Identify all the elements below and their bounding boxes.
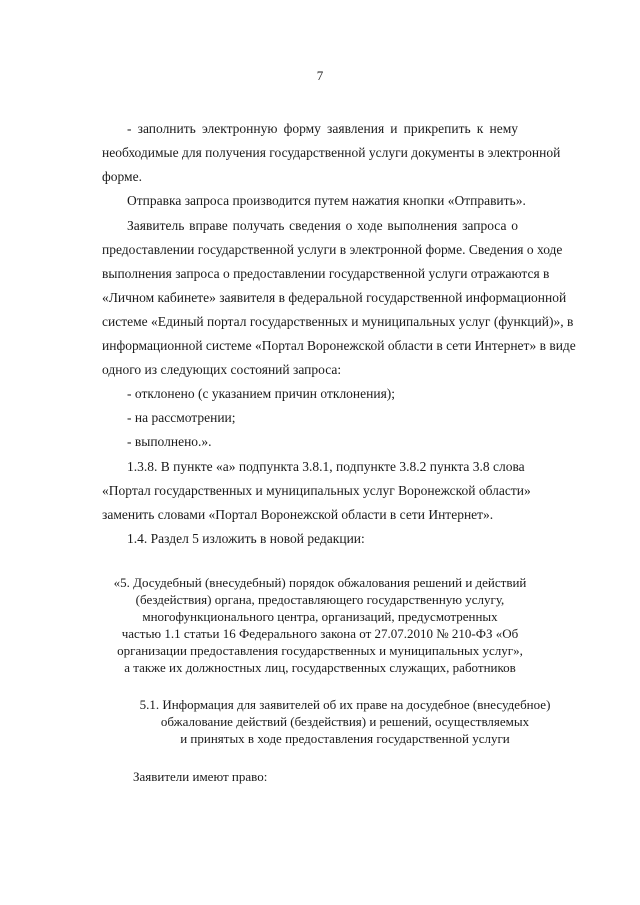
list-item: - выполнено.». (127, 434, 212, 449)
body-line: 1.4. Раздел 5 изложить в новой редакции: (127, 531, 365, 546)
body-line: предоставлении государственной услуги в электронной форме. Сведения о ходе (102, 242, 563, 257)
subsection-heading-line: обжалование действий (бездействия) и решений, осуществляемых (160, 714, 530, 729)
subsection-heading-line: 5.1. Информация для заявителей об их праве на досудебное (внесудебное) (139, 697, 551, 712)
body-line: выполнения запроса о предоставлении государственной услуги отражаются в (102, 266, 550, 281)
body-line: «Личном кабинете» заявителя в федеральной государственной информационной (102, 290, 567, 305)
body-line: - заполнить электронную форму заявления и прикрепить к нему (127, 121, 518, 136)
body-line: заменить словами «Портал Воронежской области в сети Интернет». (102, 507, 494, 522)
body-line: Заявители имеют право: (133, 769, 268, 784)
section-heading-line: (бездействия) органа, предоставляющего государственную услугу, (135, 592, 505, 607)
body-line: Отправка запроса производится путем нажатия кнопки «Отправить». (127, 193, 526, 208)
body-line: системе «Единый портал государственных и муниципальных услуг (функций)», в (102, 314, 574, 329)
page-number: 7 (316, 68, 324, 83)
section-heading-line: частью 1.1 статьи 16 Федерального закона от 27.07.2010 № 210-ФЗ «Об (121, 626, 519, 641)
list-item: - на рассмотрении; (127, 410, 236, 425)
section-heading-line: «5. Досудебный (внесудебный) порядок обжалования решений и действий (113, 575, 527, 590)
body-line: 1.3.8. В пункте «а» подпункта 3.8.1, подпункте 3.8.2 пункта 3.8 слова (127, 459, 525, 474)
body-line: информационной системе «Портал Воронежской области в сети Интернет» в виде (102, 338, 576, 353)
body-line: «Портал государственных и муниципальных услуг Воронежской области» (102, 483, 531, 498)
body-line: Заявитель вправе получать сведения о ходе выполнения запроса о (127, 218, 518, 233)
section-heading-line: многофункционального центра, организаций, предусмотренных (142, 609, 498, 624)
list-item: - отклонено (с указанием причин отклонения); (127, 386, 396, 401)
subsection-heading-line: и принятых в ходе предоставления государственной услуги (180, 731, 510, 746)
section-heading-line: организации предоставления государственных и муниципальных услуг», (117, 643, 523, 658)
body-line: необходимые для получения государственной услуги документы в электронной (102, 145, 561, 160)
body-line: одного из следующих состояний запроса: (102, 362, 342, 377)
body-line: форме. (102, 169, 142, 184)
section-heading-line: а также их должностных лиц, государственных служащих, работников (124, 660, 516, 675)
